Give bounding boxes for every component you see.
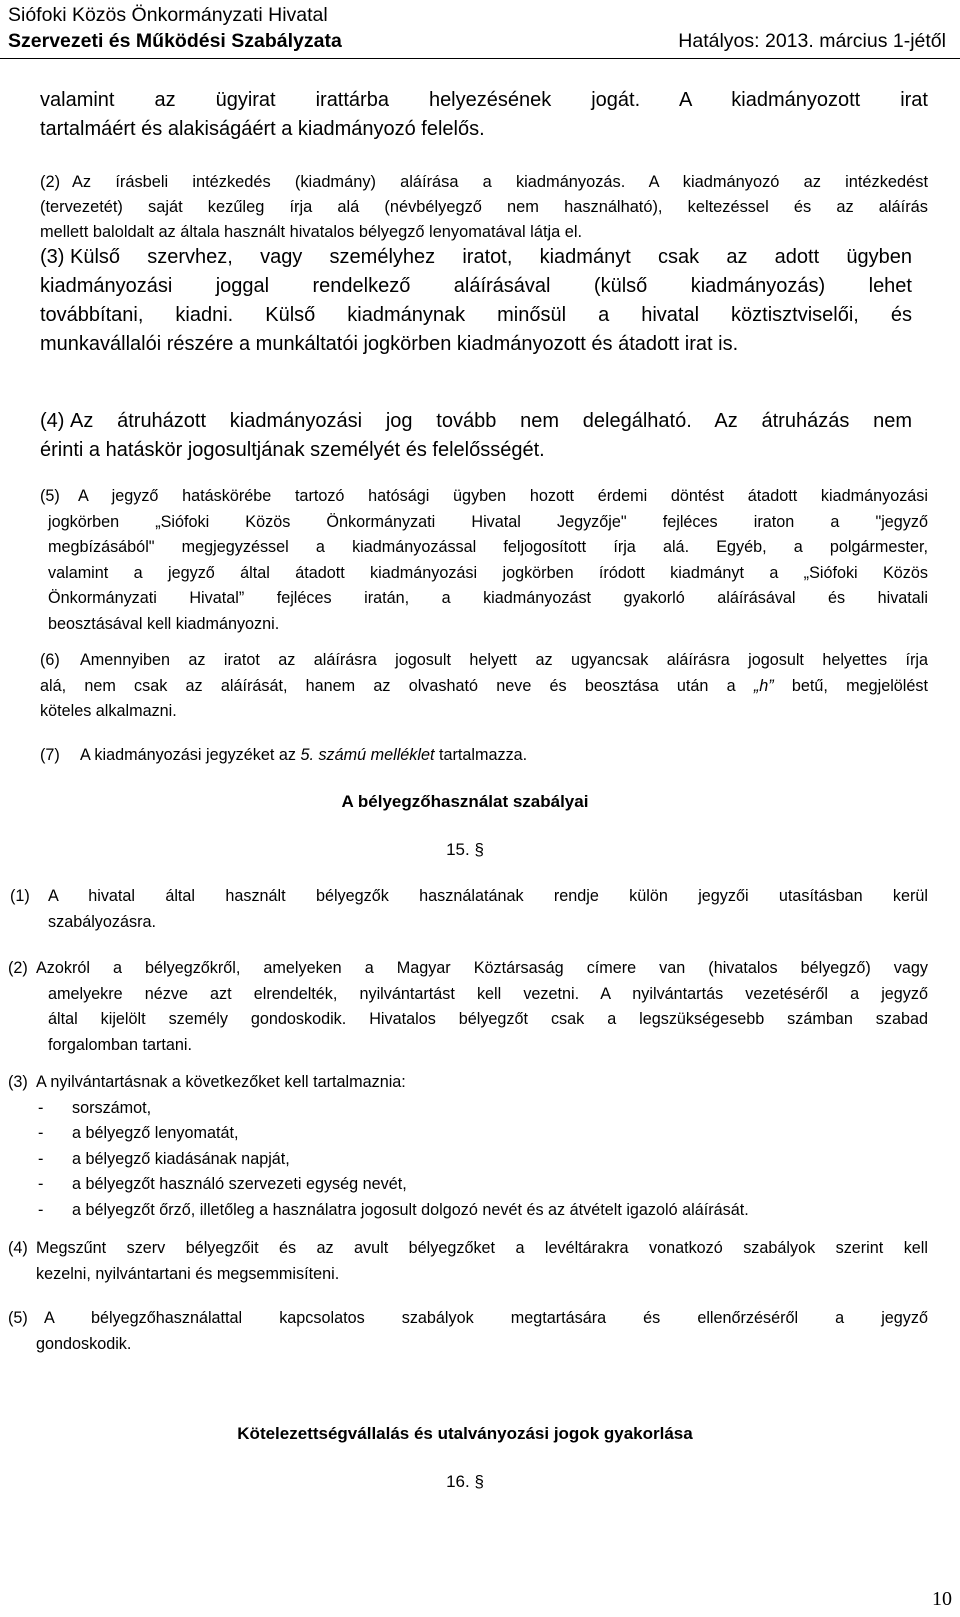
list-item-text: a bélyegző kiadásának napját, [72,1149,290,1168]
paragraph-line: munkavállalói részére a munkáltatói jogkörben kiadmányozott és átadott irat is. [40,333,739,355]
paragraph-number: (3) [40,246,65,268]
list-dash: - [38,1149,44,1168]
paragraph-line: forgalomban tartani. [48,1035,192,1054]
list-dash: - [38,1200,44,1219]
page-number: 10 [932,1588,952,1610]
paragraph-number: (6) [40,651,60,669]
paragraph-line: valamint a jegyző által átadott kiadmányozási jogkörben íródott kiadmányt a „Siófoki Közös [48,563,928,582]
paragraph-line: érinti a hatáskör jogosultjának személyét és felelősségét. [40,439,545,461]
paragraph-line: mellett baloldalt az általa használt hivatalos bélyegző lenyomatával látja el. [40,223,583,241]
paragraph-italic: „h” [753,676,774,695]
paragraph-number: (2) [8,959,28,977]
paragraph-4 [40,407,912,465]
paragraph-number: (3) [8,1073,28,1091]
list-item [38,1172,928,1198]
paragraph-line: A bélyegzőhasználattal kapcsolatos szabályok megtartására és ellenőrzéséről a jegyző [44,1309,928,1327]
paragraph-line: Külső szervhez, vagy személyhez iratot, kiadmányt csak az adott ügyben [70,246,912,268]
list-item-text: a bélyegzőt őrző, illetőleg a használatra jogosult dolgozó nevét és az átvételt igazoló aláírását. [72,1200,749,1219]
paragraph-line: szabályozásra. [48,912,156,931]
list-item-text: a bélyegző lenyomatát, [72,1124,239,1142]
intro-paragraph [40,86,928,144]
list-dash: - [38,1175,44,1193]
paragraph-3 [40,243,912,359]
intro-line: tartalmáért és alakiságáért a kiadmányozó felelős. [40,118,485,140]
paragraph-number: (1) [10,887,30,905]
paragraph-text: alá, nem csak az aláírását, hanem az olvasható neve és beosztása után a [40,676,736,695]
section-title: A bélyegzőhasználat szabályai [341,792,589,811]
paragraph-2 [40,170,928,245]
paragraph-line: Megszűnt szerv bélyegzőit és az avult bélyegzőket a levéltárakra vonatkozó szabályok szerint kell [36,1239,928,1257]
paragraph-number: (5) [8,1309,28,1327]
paragraph-line: Az írásbeli intézkedés (kiadmány) aláírása a kiadmányozás. A kiadmányozó az intézkedést [72,173,928,191]
header-effective-date: Hatályos: 2013. március 1-jétől [678,30,946,52]
paragraph-6 [40,648,928,725]
list-item [38,1198,928,1224]
paragraph-line: által kijelölt személy gondoskodik. Hivatalos bélyegzőt csak a legszükségesebb számban szabad [48,1010,928,1028]
paragraph-line: kezelni, nyilvántartani és megsemmisíteni. [36,1264,340,1283]
paragraph-5 [40,484,928,637]
paragraph-line: beosztásával kell kiadmányozni. [48,614,280,633]
list-item [38,1147,928,1173]
paragraph-line: A hivatal által használt bélyegzők használatának rendje külön jegyzői utasításban kerül [48,887,928,905]
paragraph-line: köteles alkalmazni. [40,702,177,720]
header-title: Siófoki Közös Önkormányzati Hivatal [8,4,328,26]
rule-3 [8,1070,928,1223]
annex-reference: 5. számú melléklet [300,746,435,764]
rule-1 [10,884,928,935]
paragraph-line: amelyekre nézve azt elrendelték, nyilvántartást kell vezetni. A nyilvántartás vezetéséről a jegyző [48,984,928,1003]
rule-5 [8,1306,928,1357]
paragraph-number: (7) [40,746,60,764]
paragraph-line: Azokról a bélyegzőkről, amelyeken a Magyar Köztársaság címere van (hivatalos bélyegző) vagy [36,959,928,977]
paragraph-line: kiadmányozási joggal rendelkező aláírásával (külső kiadmányozás) lehet [40,275,912,297]
section-title: Kötelezettségvállalás és utalványozási jogok gyakorlása [237,1424,693,1443]
paragraph-line: megbízásából" megjegyzéssel a kiadmányozással feljogosított írja alá. Egyéb, a polgármester, [48,538,928,556]
paragraph-line: Önkormányzati Hivatal” fejléces iratán, a kiadmányozást gyakorló aláírásával és hivatali [48,589,928,607]
list-item [38,1096,928,1122]
header-subtitle: Szervezeti és Működési Szabályzata [8,30,342,52]
paragraph-text: A kiadmányozási jegyzéket az [80,746,301,764]
section-number: 16. § [446,1472,484,1491]
list-item-text: sorszámot, [72,1098,152,1117]
paragraph-line [40,674,928,700]
paragraph-line: (tervezetét) saját kezűleg írja alá (névbélyegző nem használható), keltezéssel és az aláírás [40,198,928,216]
paragraph-line: gondoskodik. [36,1334,132,1353]
intro-line: valamint az ügyirat irattárba helyezésének jogát. A kiadmányozott irat [40,89,928,111]
rule-2 [8,956,928,1058]
section-number: 15. § [446,840,484,859]
register-contents-list [38,1096,928,1224]
list-item-text: a bélyegzőt használó szervezeti egység nevét, [72,1175,407,1193]
paragraph-number: (4) [40,410,65,432]
paragraph-text: tartalmazza. [434,746,528,764]
paragraph-line: továbbítani, kiadni. Külső kiadmánynak minősül a hivatal köztisztviselői, és [40,304,912,326]
rule-4 [8,1236,928,1287]
list-dash: - [38,1124,44,1142]
paragraph-line: jogkörben „Siófoki Közös Önkormányzati Hivatal Jegyzője" fejléces iraton a "jegyző [48,512,928,531]
paragraph-line: Amennyiben az iratot az aláírásra jogosult helyett az ugyancsak aláírásra jogosult helyettes írja [80,651,928,669]
paragraph-number: (2) [40,173,61,191]
paragraph-line: A jegyző hatáskörébe tartozó hatósági ügyben hozott érdemi döntést átadott kiadmányozási [78,487,928,505]
paragraph-line: A nyilvántartásnak a következőket kell tartalmaznia: [36,1073,406,1091]
list-item [38,1121,928,1147]
header-divider [0,58,960,59]
paragraph-line: Az átruházott kiadmányozási jog tovább nem delegálható. Az átruházás nem [70,410,912,432]
paragraph-number: (5) [40,487,60,505]
list-dash: - [38,1098,44,1117]
paragraph-text: betű, megjelölést [791,676,928,695]
paragraph-number: (4) [8,1239,28,1257]
paragraph-7 [40,743,928,769]
